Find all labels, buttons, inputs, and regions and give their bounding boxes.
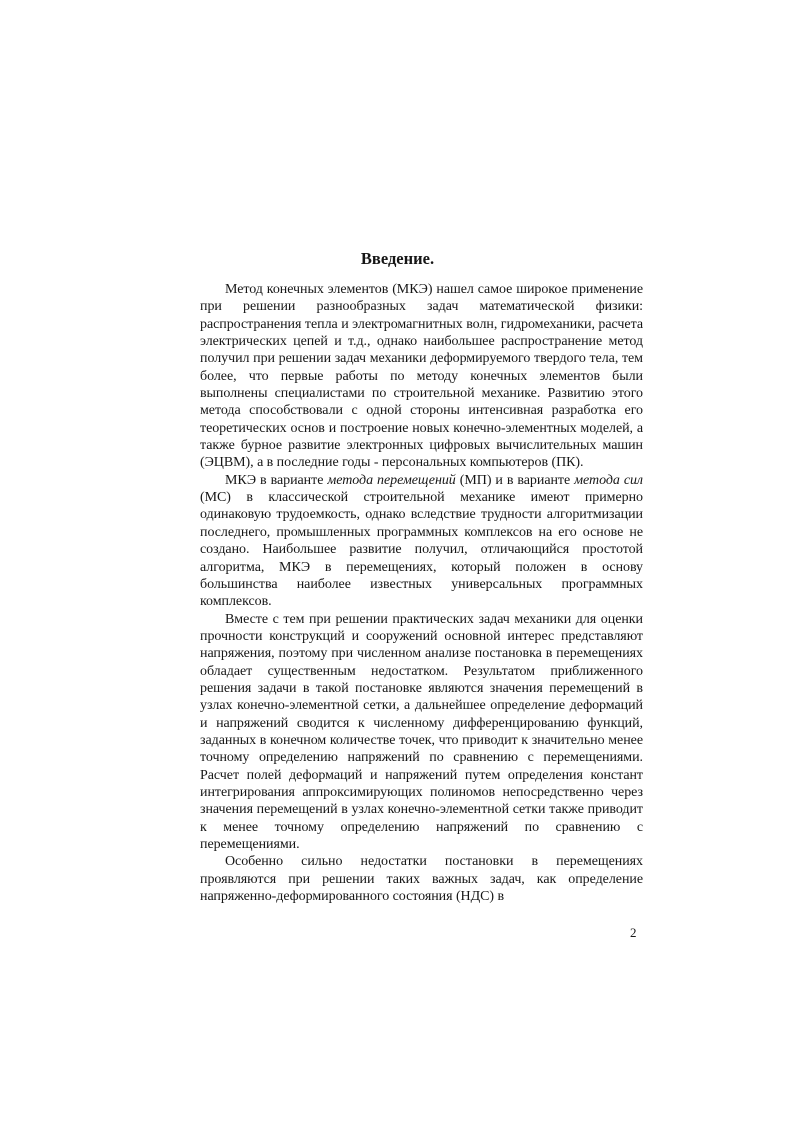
- page-title: Введение.: [360, 249, 435, 268]
- paragraph-stresses: Вместе с тем при решении практических задач механики для оценки прочности конструкций и сооружений основной интерес представляют напряжения, поэтому при численном анализе постановка в перемещениях обладает существенным недостатком. Результатом приближенного решения задачи в такой постановке являются значения перемещений в узлах конечно-элементной сетки, а дальнейшее определение деформаций и напряжений сводится к численному дифференцированию функций, заданных в конечном количестве точек, что приводит к значительно менее точному определению напряжений по сравнению с перемещениями. Расчет полей деформаций и напряжений путем определения констант интегрирования аппроксимирующих полиномов непосредственно через значения перемещений в узлах конечно-элементной сетки также приводит к менее точному определению напряжений по сравнению с перемещениями.: [200, 611, 643, 852]
- page-number: 2: [630, 925, 637, 940]
- body-text: [200, 281, 643, 905]
- paragraph-methods-text-1: МКЭ в варианте: [225, 472, 328, 488]
- term-force-method: метода сил: [574, 472, 643, 488]
- term-displacement-method: метода перемещений: [327, 472, 456, 488]
- paragraph-intro: Метод конечных элементов (МКЭ) нашел самое широкое применение при решении разнообразных задач математической физики: распространения тепла и электромагнитных волн, гидромеханики, расчета электрических цепей и т.д., однако наибольшее распространение метод получил при решении задач механики деформируемого твердого тела, тем более, что первые работы по методу конечных элементов были выполнены специалистами по строительной механике. Развитию этого метода способствовали с одной стороны интенсивная разработка его теоретических основ и построение новых конечно-элементных моделей, а также бурное развитие электронных цифровых вычислительных машин (ЭЦВМ), а в последние годы - персональных компьютеров (ПК).: [200, 282, 643, 471]
- paragraph-methods: [200, 472, 643, 611]
- paragraph-drawbacks: Особенно сильно недостатки постановки в перемещениях проявляются при решении таких важных задач, как определение напряженно-деформированного состояния (НДС) в: [200, 854, 643, 905]
- paragraph-methods-text-2: (МП) и в варианте: [455, 472, 575, 488]
- paragraph-methods-text-3: (МС) в классической строительной механике имеют примерно одинаковую трудоемкость, однако вследствие трудности алгоритмизации последнего, промышленных программных комплексов на его основе не создано. Наибольшее развитие получил, отличающийся простотой алгоритма, МКЭ в перемещениях, который положен в основу большинства наиболее известных универсальных программных комплексов.: [200, 490, 643, 610]
